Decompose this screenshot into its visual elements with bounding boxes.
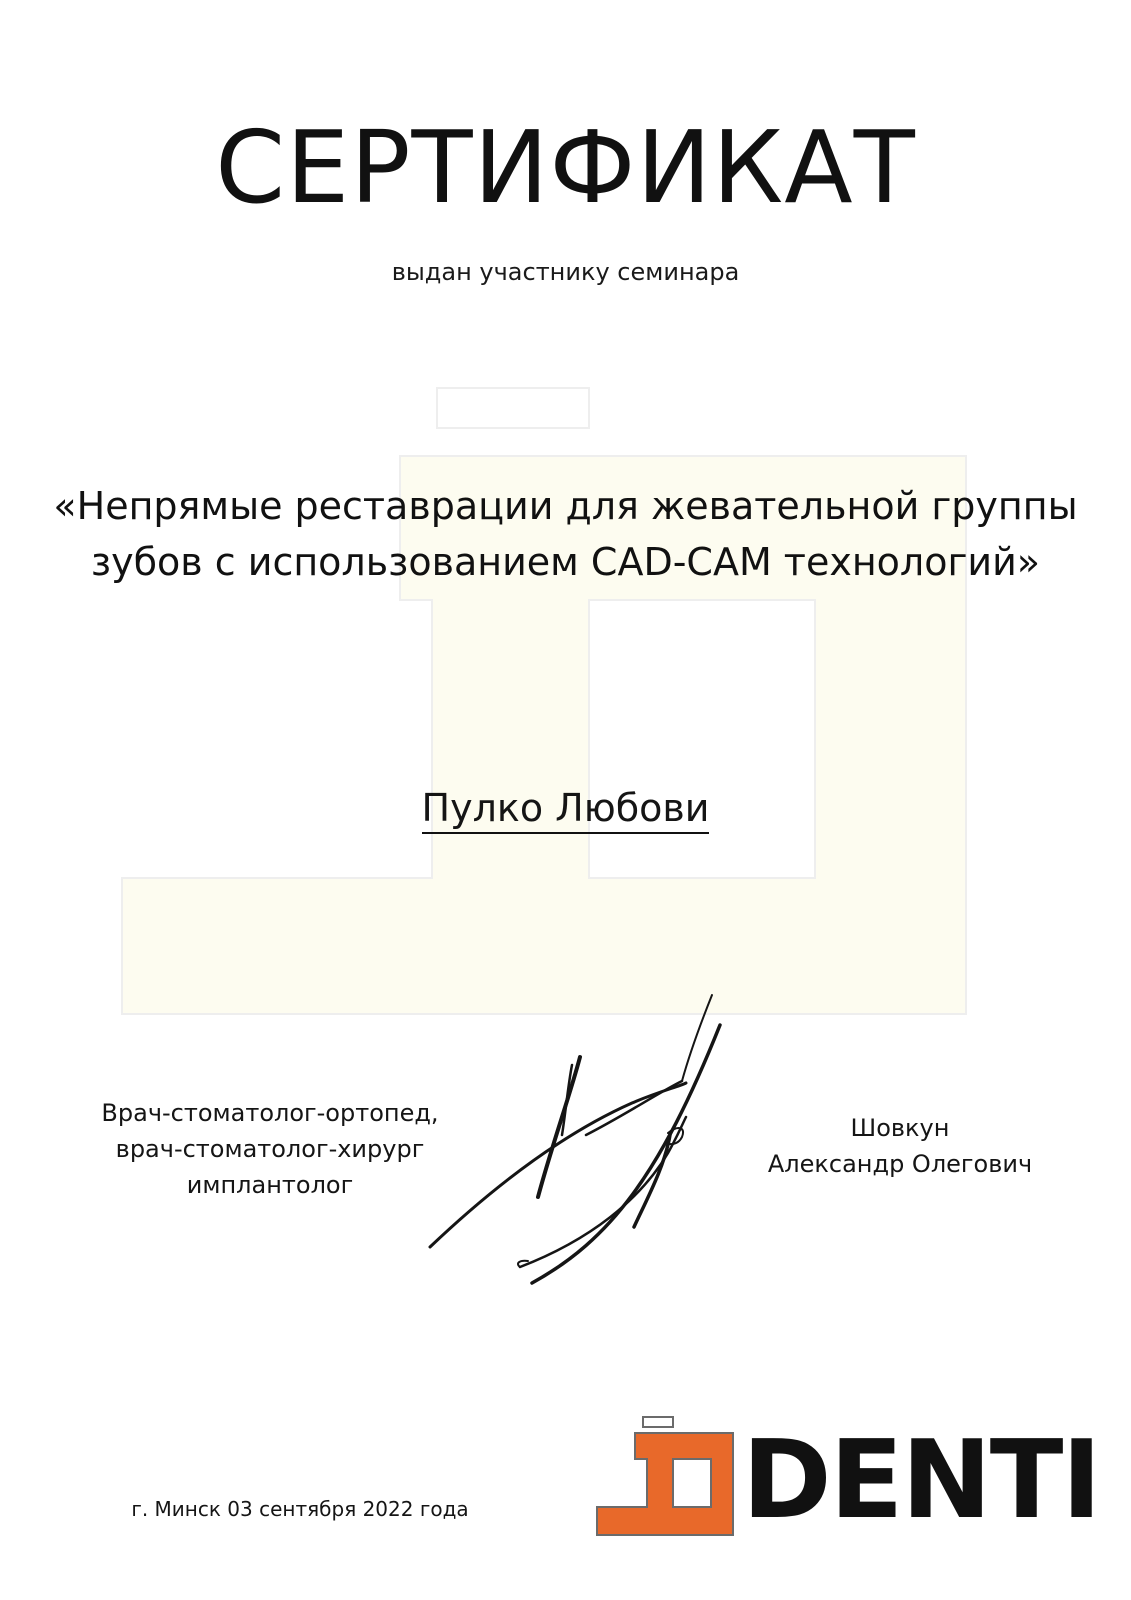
lecturer-position-line: имплантолог [186,1171,354,1199]
certificate-title: СЕРТИФИКАТ [215,109,916,226]
denti-logo-text: DENTI [742,1418,1100,1543]
lecturer-position-line: врач-стоматолог-хирург [115,1135,425,1163]
denti-logo-mark-icon [595,1415,735,1540]
certificate-subtitle: выдан участнику семинара [391,258,740,286]
denti-logo [595,1415,1100,1545]
lecturer-position [60,1095,480,1203]
recipient-name-line [0,784,1131,832]
lecturer-surname: Шовкун [850,1114,950,1142]
place-date: г. Минск 03 сентября 2022 года [131,1497,469,1521]
lecturer-given-names: Александр Олегович [767,1150,1033,1178]
lecturer-name [730,1110,1070,1182]
lecturer-position-line: Врач-стоматолог-ортопед, [101,1099,439,1127]
seminar-title: «Непрямые реставрации для жевательной группы зубов с использованием CAD-CAM технологий» [53,484,1078,584]
recipient-name: Пулко Любови [422,786,710,834]
handwritten-signature [420,985,780,1285]
